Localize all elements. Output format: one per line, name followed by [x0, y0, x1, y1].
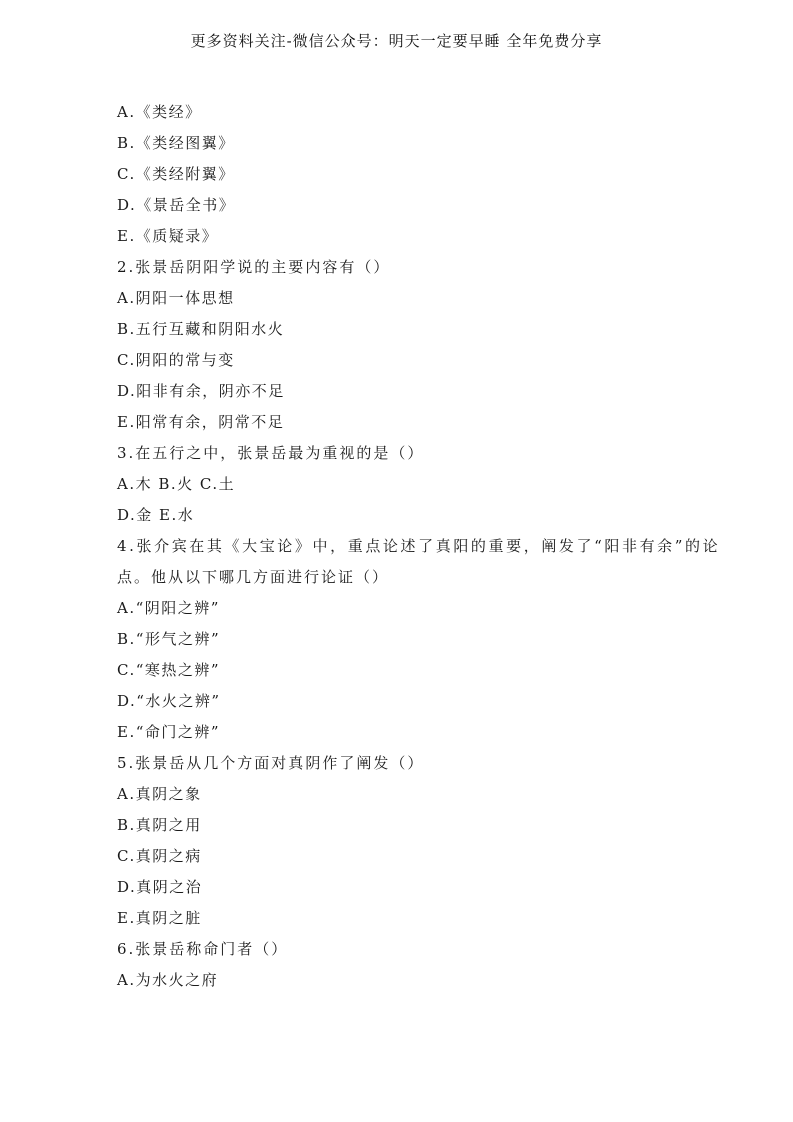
answer-option: B.五行互藏和阴阳水火 [117, 320, 285, 338]
answer-option: C.真阴之病 [117, 847, 202, 865]
answer-option: E.《质疑录》 [117, 227, 219, 245]
question-text: 3.在五行之中，张景岳最为重视的是（） [117, 444, 425, 462]
answer-option: A.《类经》 [117, 103, 202, 121]
page-header: 更多资料关注-微信公众号：明天一定要早睡 全年免费分享 [190, 32, 603, 50]
answer-option: A.木 B.火 C.土 [117, 475, 236, 493]
answer-option: D.阳非有余，阴亦不足 [117, 382, 285, 400]
answer-option: B.“形气之辨” [117, 630, 221, 648]
answer-option: E.阳常有余，阴常不足 [117, 413, 285, 431]
answer-option: C.阴阳的常与变 [117, 351, 235, 369]
answer-option: D.“水火之辨” [117, 692, 221, 710]
answer-option: B.《类经图翼》 [117, 134, 235, 152]
answer-option: C.《类经附翼》 [117, 165, 235, 183]
document-body [117, 97, 721, 996]
question-text: 5.张景岳从几个方面对真阴作了阐发（） [117, 754, 425, 772]
answer-option: D.《景岳全书》 [117, 196, 236, 214]
answer-option: D.金 E.水 [117, 506, 195, 524]
answer-option: A.真阴之象 [117, 785, 202, 803]
question-text: 6.张景岳称命门者（） [117, 940, 289, 958]
answer-option: A.“阴阳之辨” [117, 599, 220, 617]
answer-option: A.阴阳一体思想 [117, 289, 235, 307]
answer-option: C.“寒热之辨” [117, 661, 221, 679]
answer-option: D.真阴之治 [117, 878, 203, 896]
question-text: 4.张介宾在其《大宝论》中，重点论述了真阳的重要，阐发了“阳非有余”的论 [117, 537, 721, 555]
answer-option: A.为水火之府 [117, 971, 219, 989]
question-text: 2.张景岳阴阳学说的主要内容有（） [117, 258, 391, 276]
question-text: 点。他从以下哪几方面进行论证（） [117, 568, 390, 586]
answer-option: E.“命门之辨” [117, 723, 221, 741]
answer-option: B.真阴之用 [117, 816, 202, 834]
answer-option: E.真阴之脏 [117, 909, 202, 927]
